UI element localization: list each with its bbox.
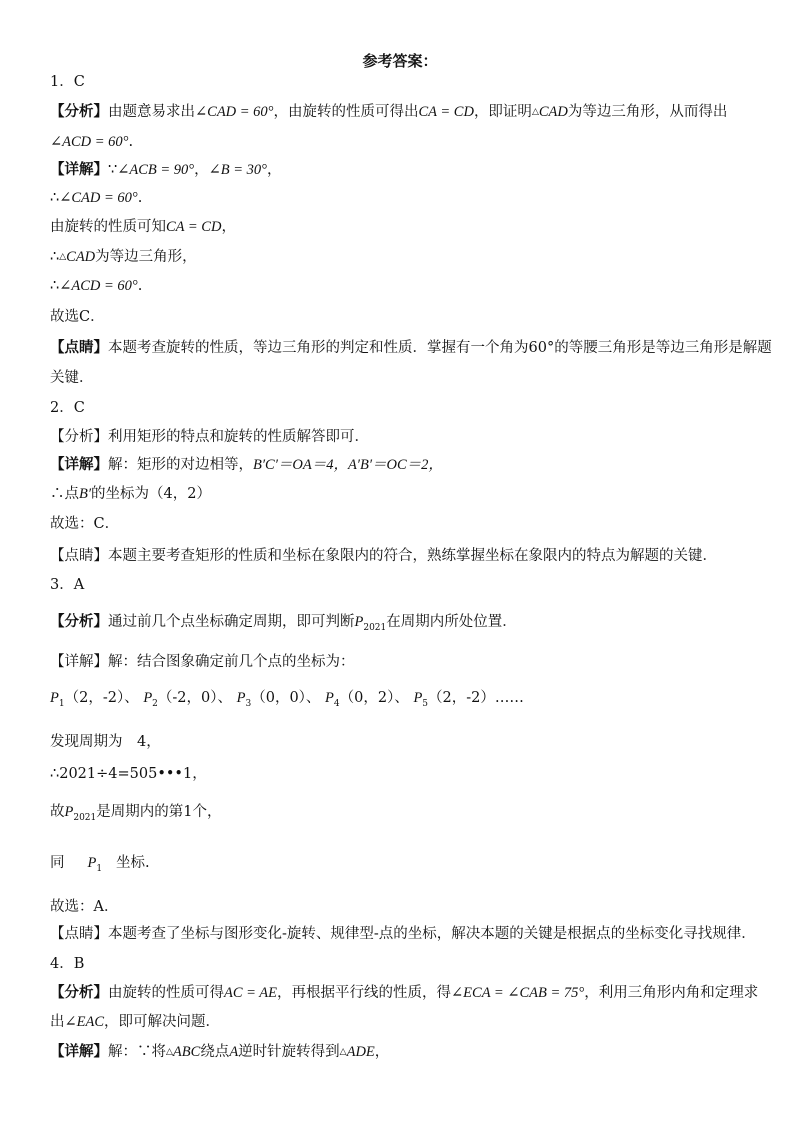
- text: 是周期内的第1个，: [96, 804, 222, 820]
- text: 解：矩形的对边相等，: [108, 457, 253, 473]
- q1-choose: 故选C．: [50, 309, 105, 325]
- math: CAD: [66, 249, 96, 265]
- text: 由题意易求出: [108, 104, 195, 120]
- math: P: [50, 690, 59, 706]
- page-title: 参考答案：: [362, 52, 438, 70]
- period: .: [137, 190, 143, 206]
- math: ∠ACD = 60°: [59, 278, 138, 294]
- math: CA = CD: [418, 104, 474, 120]
- subscript: 1: [96, 863, 103, 874]
- math: P: [325, 690, 334, 706]
- q2-comment: 【点睛】本题主要考查矩形的性质和坐标在象限内的符合，熟练掌握坐标在象限内的特点为解题的关键．: [50, 548, 717, 564]
- triangle-symbol: △: [166, 1047, 173, 1057]
- q1-number: 1．C: [50, 74, 85, 90]
- subscript: 1: [58, 698, 65, 709]
- text: 出: [50, 1014, 65, 1030]
- math: CA = CD: [166, 219, 222, 235]
- coord: （2，-2）……: [428, 690, 524, 706]
- point-p3: [236, 690, 321, 709]
- text: 逆时针旋转得到: [238, 1044, 340, 1060]
- q3-same: [50, 853, 760, 879]
- q4-analysis-line1: [50, 983, 760, 1003]
- math: P: [143, 690, 153, 706]
- coord: （2，-2）、: [64, 690, 139, 706]
- text: 由旋转的性质可知: [50, 219, 166, 235]
- triangle-symbol: △: [59, 252, 67, 262]
- q1-comment-line1: [50, 338, 772, 358]
- q4-detail-line1: [50, 1042, 760, 1062]
- q2-detail-line1: [50, 455, 760, 475]
- detail-tag: 【详解】: [50, 161, 108, 178]
- coord: （0，2）、: [339, 690, 409, 706]
- subscript: 4: [333, 698, 340, 709]
- text: 坐标.: [115, 855, 150, 871]
- analysis-tag: 【分析】: [50, 984, 108, 1001]
- math: AC = AE: [224, 985, 278, 1001]
- analysis-tag: 【分析】: [50, 103, 108, 120]
- math: ABC: [172, 1044, 201, 1060]
- detail-tag: 【详解】: [50, 456, 108, 473]
- subscript: 2021: [73, 812, 97, 823]
- q1-detail-line3: [50, 217, 760, 237]
- therefore-symbol: ∴: [50, 278, 60, 294]
- text: 绕点: [200, 1044, 230, 1060]
- period: .: [137, 278, 143, 294]
- math: P: [354, 614, 364, 630]
- math: CAD: [538, 104, 568, 120]
- math: P: [87, 855, 97, 871]
- q1-analysis-line2: [50, 132, 760, 152]
- math: B′C′＝OA＝4，A′B′＝OC＝2，: [253, 457, 443, 473]
- text: ，利用三角形内角和定理求: [584, 985, 759, 1001]
- text: ，由旋转的性质可得出: [273, 104, 419, 120]
- text: 由旋转的性质可得: [108, 985, 224, 1001]
- q1-detail-line4: [50, 247, 760, 267]
- subscript: 2: [152, 698, 158, 709]
- analysis-tag: 【分析】: [50, 613, 108, 630]
- math: P: [64, 804, 74, 820]
- point-p2: [143, 690, 233, 709]
- text: 本题考查旋转的性质，等边三角形的判定和性质．掌握有一个角为60°的等腰三角形是等边三角形是解题: [108, 340, 772, 356]
- triangle-symbol: △: [531, 107, 539, 117]
- q3-choose: 故选：A．: [50, 899, 119, 915]
- coord: （-2，0）、: [157, 690, 233, 706]
- point-p5: [413, 690, 524, 709]
- text: ∴点: [50, 486, 79, 502]
- q3-detail: 【详解】解：结合图象确定前几个点的坐标为：: [50, 654, 355, 670]
- math: ∠EAC: [64, 1014, 105, 1030]
- q3-analysis: [50, 612, 760, 638]
- q3-comment: 【点睛】本题考查了坐标与图形变化-旋转、规律型-点的坐标，解决本题的关键是根据点的坐标变化寻找规律．: [50, 926, 756, 942]
- q1-detail-line5: [50, 276, 760, 296]
- comma: ，: [221, 219, 236, 235]
- q3-first: [50, 802, 760, 828]
- triangle-symbol: △: [339, 1047, 347, 1057]
- math: ∠B = 30°: [208, 162, 267, 178]
- text: 故: [50, 804, 65, 820]
- math: ∠CAD = 60°: [195, 104, 274, 120]
- q2-number: 2．C: [50, 400, 85, 416]
- text: 同: [50, 855, 65, 871]
- math: A: [229, 1044, 239, 1060]
- q3-calc: ∴2021÷4=505•••1，: [50, 766, 207, 782]
- coord: （0，0）、: [251, 690, 321, 706]
- therefore-symbol: ∴: [50, 190, 60, 206]
- text: 为等边三角形，从而得出: [567, 104, 728, 120]
- text: ，即可解决问题．: [104, 1014, 221, 1030]
- math: P: [236, 690, 246, 706]
- q2-choose: 故选：C．: [50, 516, 120, 532]
- point-p4: [325, 690, 409, 709]
- therefore-symbol: ∴: [50, 249, 60, 265]
- q2-analysis: 【分析】利用矩形的特点和旋转的性质解答即可．: [50, 429, 369, 445]
- text: ，再根据平行线的性质，得: [277, 985, 452, 1001]
- q3-number: 3．A: [50, 577, 85, 593]
- detail-tag: 【详解】: [50, 1043, 108, 1060]
- math: P: [413, 690, 423, 706]
- math: ∠ACD = 60°: [50, 134, 129, 150]
- math: B′: [79, 486, 92, 502]
- math: ∠ACB = 90°: [117, 162, 195, 178]
- q4-number: 4．B: [50, 956, 85, 972]
- period: .: [128, 134, 134, 150]
- math: ∠CAD = 60°: [59, 190, 138, 206]
- q3-points: [50, 688, 760, 714]
- q1-detail-line2: [50, 188, 760, 208]
- text: 的坐标为（4，2）: [91, 486, 211, 502]
- q1-comment-line2: 关键．: [50, 370, 94, 386]
- math: ∠ECA = ∠CAB = 75°: [451, 985, 585, 1001]
- point-p1: [50, 690, 139, 709]
- comma: ，: [266, 162, 282, 178]
- q2-detail-line2: [50, 484, 760, 504]
- text: 为等边三角形，: [95, 249, 197, 265]
- q3-period: 发现周期为 4，: [50, 734, 161, 750]
- q1-detail-line1: [50, 160, 760, 180]
- subscript: 5: [422, 698, 429, 709]
- text: 在周期内所处位置．: [386, 614, 517, 630]
- math: ADE: [346, 1044, 375, 1060]
- comma: ，: [194, 162, 209, 178]
- comma: ，: [374, 1044, 390, 1060]
- subscript: 3: [245, 698, 252, 709]
- subscript: 2021: [363, 622, 387, 633]
- q1-analysis-line1: [50, 102, 760, 122]
- comment-tag: 【点睛】: [50, 339, 108, 356]
- text: ，即证明: [473, 104, 532, 120]
- text: 解：∵将: [108, 1044, 166, 1060]
- q4-analysis-line2: [50, 1012, 760, 1032]
- because-symbol: ∵: [108, 162, 118, 178]
- text: 通过前几个点坐标确定周期，即可判断: [108, 614, 355, 630]
